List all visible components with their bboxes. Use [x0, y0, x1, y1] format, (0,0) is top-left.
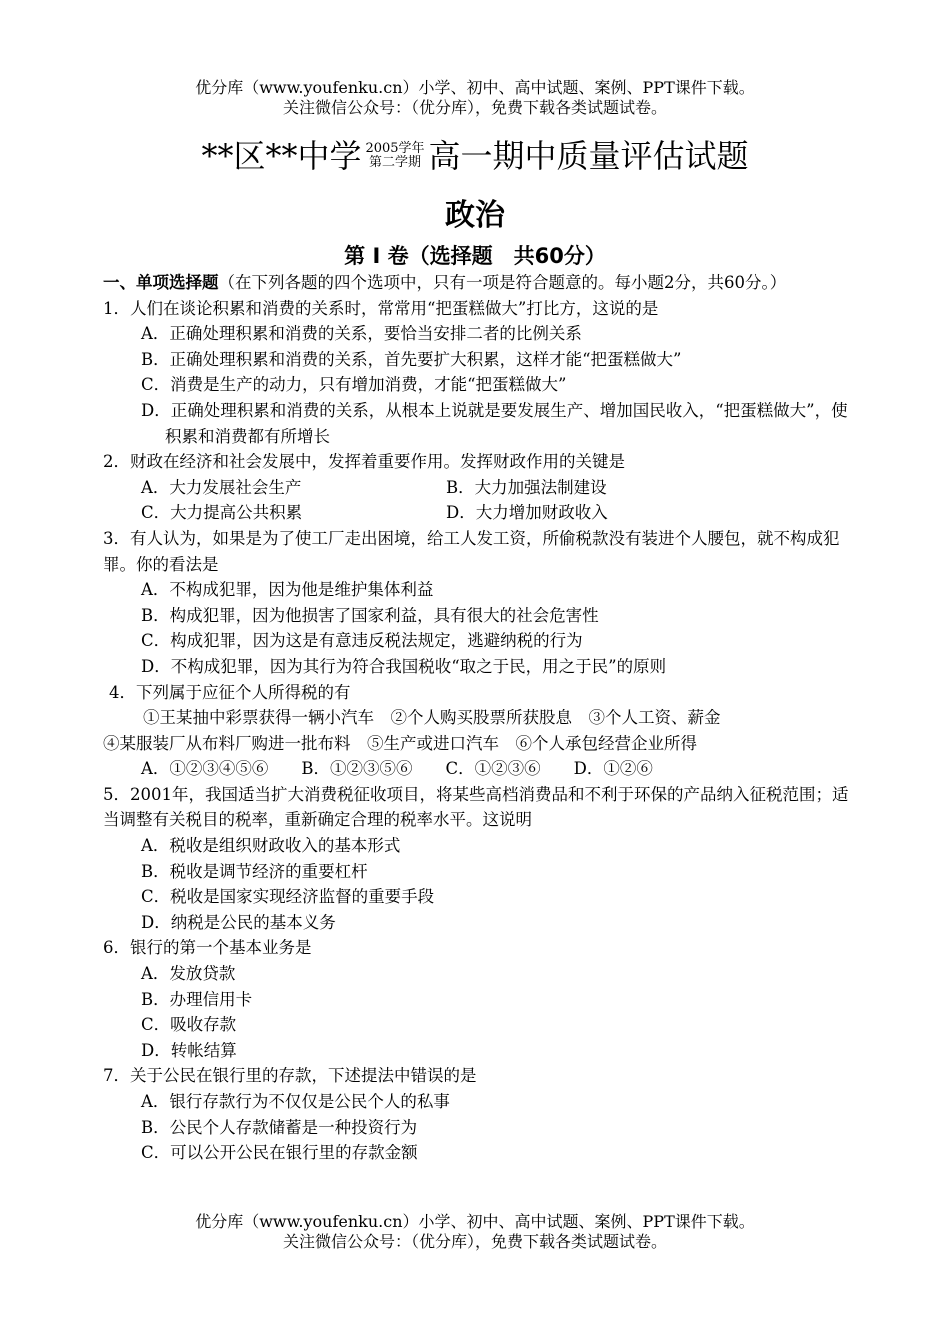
- question-5-option-d: D．纳税是公民的基本义务: [141, 912, 336, 932]
- question-1-stem: 1．人们在谈论积累和消费的关系时，常常用“把蛋糕做大”打比方，这说的是: [103, 298, 659, 318]
- question-2-option-a: A．大力发展社会生产: [141, 477, 302, 497]
- question-3-option-a: A．不构成犯罪，因为他是维护集体利益: [141, 580, 434, 600]
- question-6-option-a: A．发放贷款: [141, 964, 236, 984]
- question-5-stem: 5．2001年，我国适当扩大消费税征收项目，将某些高档消费品和不利于环保的产品纳入征税范围；适当调整有关税目的税率，重新确定合理的税率水平。这说明: [103, 784, 849, 830]
- question-2-options-row-1: [103, 475, 858, 501]
- question-1-option-c: C．消费是生产的动力，只有增加消费，才能“把蛋糕做大”: [141, 375, 567, 395]
- question-2-option-b: B．大力加强法制建设: [446, 477, 607, 497]
- footer-line-2: 关注微信公众号：（优分库），免费下载各类试题试卷。: [282, 1232, 667, 1251]
- page-header: [0, 78, 950, 118]
- question-1-option-b: B．正确处理积累和消费的关系，首先要扩大积累，这样才能“把蛋糕做大”: [141, 349, 682, 369]
- exam-title: [0, 136, 950, 176]
- subject-title: 政治: [445, 198, 505, 233]
- title-prefix: **区**中学: [201, 137, 362, 175]
- title-year: 2005学年: [365, 141, 425, 156]
- exam-content: [103, 270, 858, 1166]
- question-3-option-b: B．构成犯罪，因为他损害了国家利益，具有很大的社会危害性: [141, 605, 599, 625]
- question-1-option-a: A．正确处理积累和消费的关系，要恰当安排二者的比例关系: [141, 324, 582, 344]
- footer-line-1: 优分库（www.youfenku.cn）小学、初中、高中试题、案例、PPT课件下载。: [195, 1212, 755, 1231]
- part-title: 第 I 卷（选择题 共60分）: [344, 244, 606, 268]
- question-3-option-d: D．不构成犯罪，因为其行为符合我国税收“取之于民，用之于民”的原则: [141, 656, 667, 676]
- question-5-option-a: A．税收是组织财政收入的基本形式: [141, 836, 401, 856]
- question-2-options-row-2: [103, 500, 858, 526]
- question-4-stem: 4．下列属于应征个人所得税的有: [109, 682, 351, 702]
- question-1-option-d: D．正确处理积累和消费的关系，从根本上说就是要发展生产、增加国民收入，“把蛋糕做大”，使积累和消费都有所增长: [141, 400, 848, 446]
- question-6-option-b: B．办理信用卡: [141, 989, 253, 1009]
- question-5-option-b: B．税收是调节经济的重要杠杆: [141, 861, 368, 881]
- question-3-option-c: C．构成犯罪，因为这是有意违反税法规定，逃避纳税的行为: [141, 631, 583, 651]
- question-7-option-a: A．银行存款行为不仅仅是公民个人的私事: [141, 1092, 450, 1111]
- title-term-stack: [365, 142, 424, 170]
- question-4-items-line-2: ④某服装厂从布料厂购进一批布料 ⑤生产或进口汽车 ⑥个人承包经营企业所得: [103, 733, 697, 753]
- header-line-2: 关注微信公众号：（优分库），免费下载各类试题试卷。: [282, 98, 667, 117]
- page-footer: [0, 1212, 950, 1252]
- question-7-stem: 7．关于公民在银行里的存款，下述提法中错误的是: [103, 1066, 477, 1086]
- question-3-stem: 3．有人认为，如果是为了使工厂走出困境，给工人发工资，所偷税款没有装进个人腰包，就不构成犯罪。你的看法是: [103, 528, 840, 574]
- question-6-option-c: C．吸收存款: [141, 1015, 237, 1035]
- question-2-option-d: D．大力增加财政收入: [446, 503, 608, 523]
- section-label: 一、单项选择题: [103, 273, 219, 292]
- section-heading: [103, 270, 858, 296]
- question-6-stem: 6．银行的第一个基本业务是: [103, 938, 312, 958]
- title-term: 第二学期: [368, 155, 421, 170]
- question-7-option-b: B．公民个人存款储蓄是一种投资行为: [141, 1117, 418, 1137]
- question-4-options: A．①②③④⑤⑥ B．①②③⑤⑥ C．①②③⑥ D．①②⑥: [141, 759, 653, 779]
- question-2-option-c: C．大力提高公共积累: [141, 503, 303, 523]
- question-5-option-c: C．税收是国家实现经济监督的重要手段: [141, 887, 435, 907]
- question-4-items-line-1: ①王某抽中彩票获得一辆小汽车 ②个人购买股票所获股息 ③个人工资、薪金: [143, 708, 721, 728]
- header-line-1: 优分库（www.youfenku.cn）小学、初中、高中试题、案例、PPT课件下载。: [195, 78, 755, 97]
- question-7-option-c: C．可以公开公民在银行里的存款金额: [141, 1143, 418, 1163]
- question-2-stem: 2．财政在经济和社会发展中，发挥着重要作用。发挥财政作用的关键是: [103, 452, 625, 472]
- question-6-option-d: D．转帐结算: [141, 1040, 237, 1060]
- title-suffix: 高一期中质量评估试题: [428, 137, 749, 175]
- section-instruction: （在下列各题的四个选项中，只有一项是符合题意的。每小题2分，共60分。）: [218, 273, 787, 292]
